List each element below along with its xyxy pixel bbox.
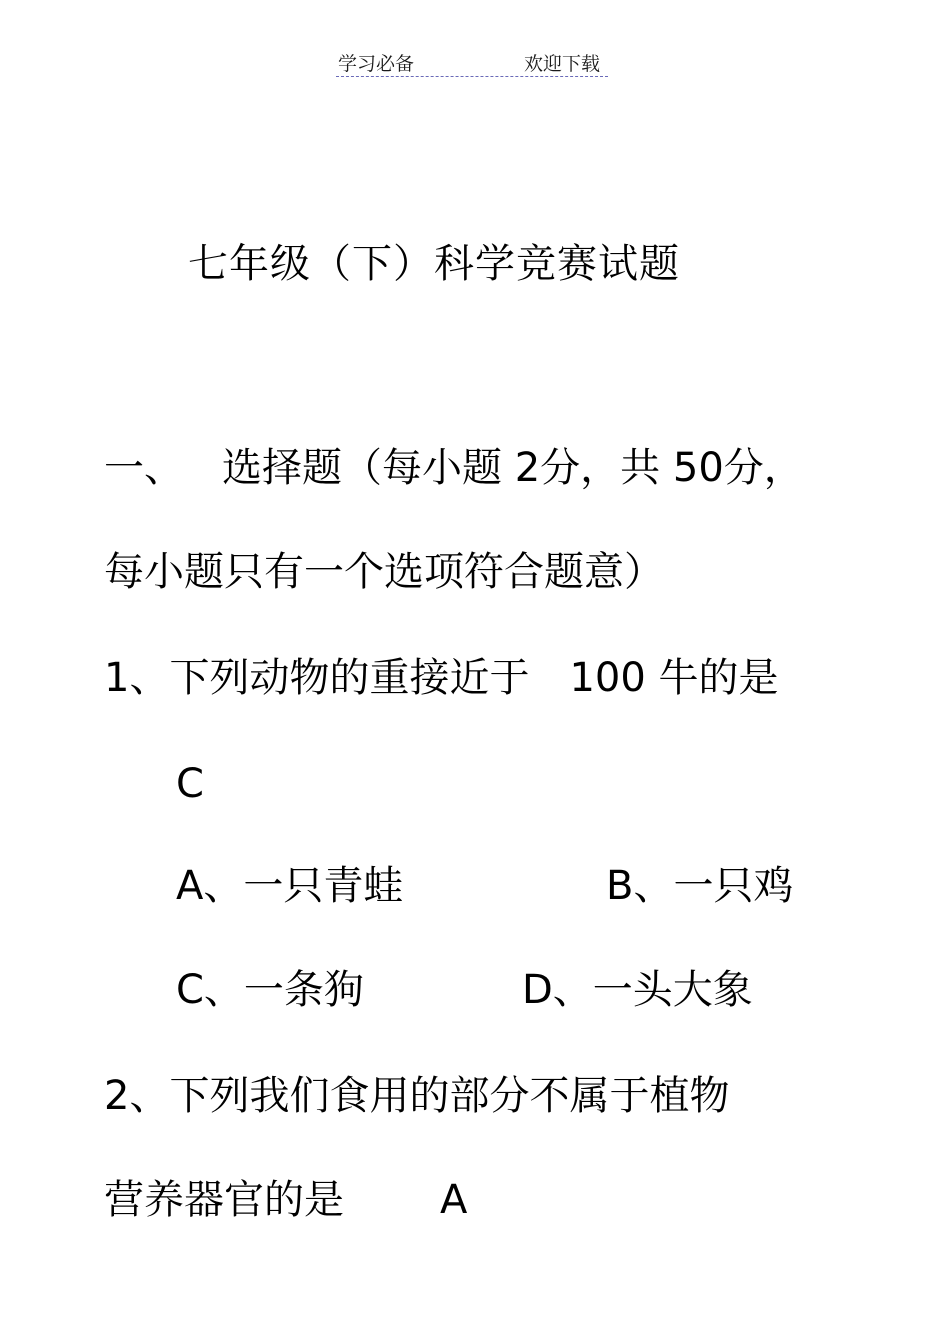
document-title: 七年级（下）科学竞赛试题: [188, 241, 680, 287]
question-2-answer: A: [440, 1177, 468, 1223]
question-2-stem-line1: 2、下列我们食用的部分不属于植物: [104, 1073, 730, 1119]
question-1-option-c: C、一条狗: [176, 967, 364, 1013]
section-heading-line1: 选择题（每小题 2分，共 50分，: [222, 445, 804, 491]
question-1-option-a: A、一只青蛙: [176, 863, 404, 909]
question-2-stem-line2: 营养器官的是: [104, 1177, 344, 1223]
question-1-stem: 1、下列动物的重接近于 100 牛的是: [104, 655, 779, 701]
header-right-text: 欢迎下载: [524, 53, 601, 75]
question-1-answer: C: [176, 761, 204, 807]
header-left-text: 学习必备: [338, 53, 415, 75]
question-1-option-d: D、一头大象: [522, 967, 753, 1013]
question-1-option-b: B、一只鸡: [606, 863, 794, 909]
section-heading-line2: 每小题只有一个选项符合题意）: [104, 549, 664, 595]
section-number: 一、: [104, 445, 184, 491]
page-header: [336, 46, 608, 77]
